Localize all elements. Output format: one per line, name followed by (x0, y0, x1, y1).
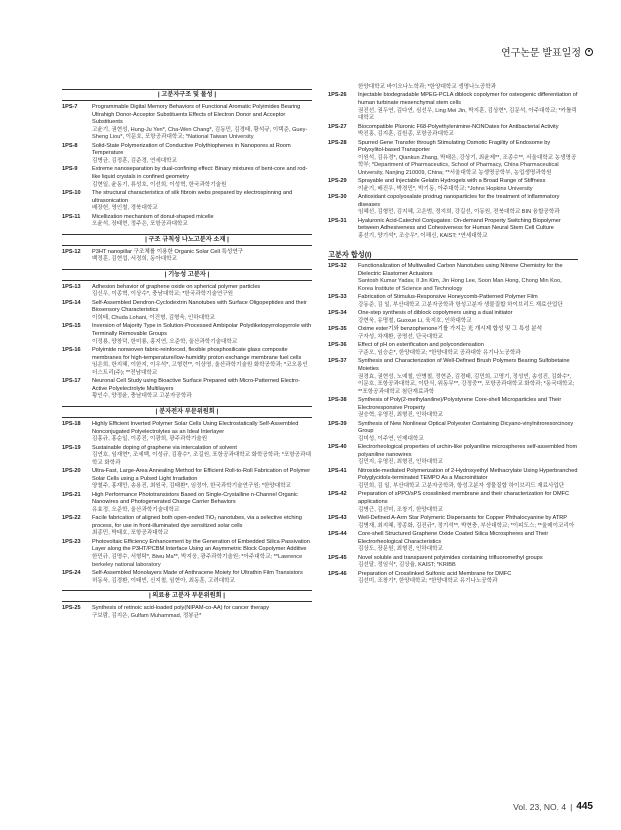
entry-body (358, 342, 578, 357)
section-title-synthesis: 고분자 합성(I) (328, 251, 578, 261)
entry-title: Inversion of Majority Type in Solution-Processed Ambipolar Polydiketopyrrolopyrrole with Terminally Removable Groups (92, 323, 312, 338)
entry-body (92, 249, 312, 264)
entry-body (358, 92, 578, 122)
entry-authors: 이윤기, 배진우, 박경민*, 박기동, 아주대학교; *Johns Hopkins University (358, 185, 533, 192)
entry-code: 1PS-14 (62, 299, 81, 306)
entry-title: One-step synthesis of diblock copolymers using a dual initiator (358, 310, 513, 317)
entry-code: 1PS-42 (328, 491, 347, 498)
entry-row (62, 214, 312, 229)
section-heading: | 기능성 고분자 | (62, 269, 312, 281)
entry-row (328, 491, 578, 514)
entry-row (328, 310, 578, 325)
entry-code: 1PS-7 (62, 104, 78, 110)
entry-code: 1PS-21 (62, 491, 81, 498)
entry-authors: 이원석, 김유경*, Qiankun Zhang, 박태은, 강상기, 최윤제**, 조종수**, 서울대학교 농생명공학부; *Department of Pharmaceutics, School of Pharmacy, China Pharmaceutical University, Nanjing 210009, China; **서울대학교 농생명공학부, 농업생명과학원 (358, 154, 577, 176)
entry-row (62, 190, 312, 213)
entry-row (328, 531, 578, 554)
entry-authors: 유효정, 오준학, 울산과학기술대학교 (92, 506, 180, 513)
entry-authors: 김연호, 임재현*, 조세백, 이성규, 김광수*, 조길원, 포항공과대학교 화학공학과; *포항공과대학교 화학과 (92, 452, 311, 466)
entry-row (328, 84, 578, 92)
section-heading: | 고분자구조 및 물성 | (62, 89, 312, 101)
entry-row (328, 140, 578, 178)
left-column (62, 84, 312, 621)
entry-code: 1PS-16 (62, 347, 81, 354)
entry-code: 1PS-36 (328, 342, 347, 349)
entry-title: Programmable Digital Memory Behaviors of Functional Aromatic Polyimides Bearing Ultrahigh Donor-Acceptor Substituents Effects of Electron Donor and Acceptor Substituents (92, 104, 301, 126)
entry-authors: 양철주, 홍재민, 송용진, 최원국, 김태환*, 임정아, 한국과학기술연구원; *한양대학교 (92, 483, 292, 490)
entry-title: Novel soluble and transparent polyimides containing trifluoromethyl groups (358, 554, 543, 561)
entry-authors: 강동준, 김 일, 부산대학교 고분자공학과 항성고분자 생물질합 하이브리드 재료산업단 (358, 302, 563, 309)
entry-authors: 오윤석, 장태현, 정주은, 포항공과대학교 (92, 221, 188, 228)
entry-body (92, 605, 312, 620)
entry-row (328, 178, 578, 193)
entry-row (328, 218, 578, 241)
entry-row (62, 166, 312, 189)
entry-title: Extreme nanoseparation by dual-confining effect: Binary mixtures of bent-core and rod-like liquid crystals in confined geometry (92, 166, 308, 180)
entry-authors: 김병근, 김선미, 조창기, 한양대학교 (358, 506, 443, 513)
entry-body (358, 571, 578, 586)
section-heading: | 구조 규칙성 나노고분자 소재 | (62, 234, 312, 246)
entry-body (92, 378, 312, 401)
entry-body (358, 140, 578, 178)
entry-authors: 권진선, 권두연, 김다연, 심선우, Ling Mei Jin, 박지훈, 김상현*, 김문석, 아주대학교; *카톨릭대학교 (358, 107, 577, 122)
entry-title: Self-Assembled Dendron-Cyclodextrin Nanotubes with Surface Oligopeptides and their Biosensory Characteristics (92, 299, 307, 314)
entry-body (358, 444, 578, 467)
entry-authors: 이희태, Chuda Lohani, 이건형, 김형욱, 인하대학교 (92, 315, 215, 322)
entry-title: Micellization mechanism of donut-shaped micelle (92, 213, 214, 220)
entry-title: Ultra-Fast, Large-Area Annealing Method for Efficient Roll-to-Roll Fabrication of Polymer Solar Cells using a Pulsed Light Irradiation (92, 468, 311, 482)
entry-code: 1PS-22 (62, 515, 81, 522)
entry-body (358, 421, 578, 444)
entry-title: Electrorheological properties of urchin-like polyaniline microspheres self-assembled from polyaniline nanowires (358, 444, 578, 458)
entry-code: 1PS-35 (328, 326, 347, 333)
right-column (328, 84, 578, 587)
entry-title: Antioxidant copolyoxalate prodrug nanoparticles for the treatment of inflammatory diseases (358, 194, 560, 208)
entry-body (358, 263, 578, 293)
entry-authors: 김민지, 유영진, 최형진, 인하대학교 (358, 459, 443, 466)
entry-body (92, 190, 312, 213)
entry-code: 1PS-45 (328, 554, 347, 561)
entry-title: Preparation of Crosslinked Sulfonic acid Membrane for DMFC (358, 570, 512, 577)
entry-body (92, 323, 312, 346)
entry-code: 1PS-10 (62, 189, 81, 196)
entry-title: Fabrication of Stimulus-Responsive Honeycomb-Patterned Polymer Film (358, 294, 538, 301)
entry-code: 1PS-44 (328, 531, 347, 537)
entry-row (62, 445, 312, 468)
entry-code: 1PS-34 (328, 310, 347, 317)
entry-row (328, 342, 578, 357)
entry-row (328, 397, 578, 420)
entry-row (62, 347, 312, 377)
entry-body (358, 218, 578, 241)
entry-body (92, 515, 312, 538)
entry-body (92, 166, 312, 189)
entry-body (92, 300, 312, 323)
entry-code: 1PS-8 (62, 142, 78, 149)
entry-body (92, 284, 312, 299)
entry-row (328, 194, 578, 217)
entry-title: Highly Efficient Inverted Polymer Solar Cells Using Electrostatically Self-Assembled Nonconjugated Polyelectrolytes as an Ideal Interlayer (92, 420, 299, 435)
header-title: 연구논문 발표일정 (500, 48, 581, 59)
entry-code (328, 84, 358, 92)
entry-body (358, 294, 578, 309)
entry-authors: 박진홍, 김지훈, 김원종, 포항공과대학교 (358, 131, 454, 138)
entry-authors: 권승혁, 유영진, 최형진, 인하대학교 (358, 412, 443, 419)
entry-authors: 백정훈, 김현섭, 서정희, 동아대학교 (92, 256, 177, 263)
entry-row (62, 492, 312, 515)
entry-authors: 구자성, 차재환, 공명선, 단국대학교 (358, 333, 443, 340)
entry-authors: 배장헌, 영인철, 경북대학교 (92, 205, 158, 212)
entry-row (328, 326, 578, 341)
entry-row (328, 263, 578, 293)
entry-code: 1PS-30 (328, 194, 347, 201)
entry-row (62, 284, 312, 299)
entry-authors: 한양대학교 바이오나노학과; *한양대학교 생명나노공학과 (358, 84, 497, 90)
entry-title: Biocompatible Pluronic F68-Polyethylenimine-NONOates for Antibacterial Activity (358, 123, 559, 130)
entry-code: 1PS-41 (328, 467, 347, 474)
entry-row (328, 358, 578, 396)
entry-code: 1PS-43 (328, 515, 347, 522)
entry-title: Synthesis of New Nonlinear Optical Polyester Containing Dicyano-vinylnitroresorcinoxy Group (358, 420, 574, 435)
entry-authors: 김민희, 김 일, 부산대학교 고분자공학과, 항성고분자 생물질합 하이브리드 재료사업단 (358, 483, 565, 490)
entry-authors: 김홍규, 홍순일, 이종진, 이광희, 광주과학기술원 (92, 436, 208, 443)
entry-row (62, 143, 312, 166)
entry-row (62, 468, 312, 491)
entry-title: Well-Defined A-Arm Star Polymeric Dispersants for Copper Phthalocyanine by ATRP (358, 515, 568, 522)
entry-title: P3HT nanopillar 구조체를 이용한 Organic Solar Cell 특성연구 (92, 248, 244, 255)
entry-authors: 한민규, 김명수, 서형탁*, Biwu Ma**, 박지웅, 광주과학기술원; *아주대학교; **Lawrence berkeley national laboratory (92, 554, 303, 568)
entry-body (358, 397, 578, 420)
entry-code: 1PS-27 (328, 123, 347, 130)
entry-code: 1PS-32 (328, 263, 347, 270)
entry-title: Spurred Gene Transfer through Stimulating Osmotic Fragility of Endosome by Polyxylitol-based Transporter (358, 139, 551, 154)
entry-body (92, 445, 312, 468)
entry-row (328, 124, 578, 139)
entry-body (358, 531, 578, 554)
entry-title: Neuronal Cell Study using Bioactive Surface Prepared with Micro-Patterned Electro-Active Polyelectrolyte Multilayers (92, 378, 300, 392)
entry-body (92, 570, 312, 585)
entry-body (358, 491, 578, 514)
entry-row (62, 378, 312, 401)
entry-code: 1PS-19 (62, 444, 81, 451)
entry-code: 1PS-29 (328, 178, 347, 185)
entry-title: Solid-State Polymerization of Conductive Polythiophenes in Nanopores at Room Temperature (92, 142, 291, 157)
entry-body (92, 104, 312, 142)
entry-authors: 구준오, 임승순*, 한양대학교; *한양대학교 공과대학 유기나노공학과 (358, 349, 521, 356)
circle-bullet-icon (585, 48, 593, 56)
entry-authors: 임은희, 한지혜, 이한지, 이우석*, 고형련**, 이상영, 울산과학기술원 화학공학과; *코오롱인더스트리(주); **전남대학교 (92, 362, 308, 376)
entry-title: Functionalization of Multiwalled Carbon Nanotubes using Nitrene Chemistry for the Dielectric Elastomer Actuators (358, 263, 563, 277)
entry-code: 1PS-11 (62, 213, 81, 220)
page-number: 445 (576, 801, 593, 812)
entry-body (358, 310, 578, 325)
entry-authors: 강현욱, 유명철, Guoxue Li, 육지호, 인하대학교 (358, 318, 472, 324)
entry-body (358, 178, 578, 193)
entry-body (358, 358, 578, 396)
entry-body (358, 515, 578, 530)
entry-title: Synthesis and Characterization of Well-Defined Brush Polymers Bearing Sulfobetaine Moieties (358, 358, 570, 372)
entry-body (92, 492, 312, 515)
entry-body (358, 326, 578, 341)
entry-code: 1PS-33 (328, 294, 347, 301)
entry-authors: 김병균, 김정훈, 김준경, 연세대학교 (92, 157, 177, 164)
entry-row (62, 570, 312, 585)
entry-code: 1PS-17 (62, 378, 81, 385)
entry-authors: 임혜선, 김형민, 김지혜, 고은범, 정지희, 강길선, 이동원, 전북대학교 BIN 융합공학과 (358, 209, 560, 216)
entry-row (328, 444, 578, 467)
entry-authors: Santosh Kumar Yadav, Il Jin Kim, Jin Hong Lee, Soon Man Hong, Chong Min Koo, Korea Institute of Science and Technology (358, 278, 562, 293)
entry-title: Injectable biodegradable MPEG-PCLA diblock copolymer for osteogenic differentiation of human turbinate mesenchymal stem cells (358, 92, 578, 106)
entry-row (62, 323, 312, 346)
entry-body (92, 421, 312, 444)
entry-row (62, 515, 312, 538)
entry-authors: 고윤기, 권현성, Hung-Ju Yen*, Cha-Wen Chang*, 김동민, 김경태, 황석규, 이택준, Guey-Sheng Liou*, 이문호, 포항공과대학교; *National Taiwan University (92, 126, 308, 141)
entry-code: 1PS-26 (328, 92, 347, 99)
entry-row (62, 539, 312, 569)
entry-row (62, 249, 312, 264)
entry-title: Synthesis of Poly(2-methylaniline)/Polystyrene Core-shell Microparticles and Their Electroresponsive Property (358, 397, 562, 411)
entry-title: Facile fabrication of aligned both open-ended TiO₂ nanotubes, via a selective etching process, for use in front-illuminated dye sensitized solar cells (92, 515, 302, 529)
entry-code: 1PS-31 (328, 217, 347, 224)
entry-row (328, 92, 578, 122)
entry-code: 1PS-23 (62, 538, 81, 545)
volume-label: Vol. 23, NO. 4 (513, 801, 567, 812)
entry-authors: 이정룡, 양창덕, 한미룡, 홍지연, 오준학, 울산과학기술대학교 (92, 338, 238, 345)
entry-authors: 김현일, 윤동기, 류성호, 이선희, 이성혁, 한국과학기술원 (92, 181, 227, 188)
entry-title: Effect of pH on esterification and polycondensation (358, 342, 484, 349)
entry-code: 1PS-25 (62, 605, 81, 612)
entry-title: Nitroxide-mediated Polymerization of 2-Hydroxyethyl Methacrylate Using Hyperbranched Polyglycidols-terminated TEMPO As a Macroinitiator (358, 467, 578, 482)
entry-code: 1PS-38 (328, 397, 347, 404)
entry-body (358, 468, 578, 491)
entry-title: High Performance Phototransistors Based on Single-Crystalline n-Channel Organic Nanowires and Photogenerated Charge Carrier Behaviors (92, 491, 298, 506)
entry-row (328, 555, 578, 570)
entry-authors: 구보람, 김지은, Gulfam Muhammad, 정봉균* (92, 612, 202, 619)
page-divider: | (570, 801, 573, 812)
entry-title: Polyimide nonwoven fabric-reinforced, flexible phosphosilicate glass composite membranes for high-temperature/low-humidity proton exchange membrane fuel cells (92, 347, 302, 361)
entry-title: The structural characteristics of silk fibroin webs prepared by electrospinning and ultrasonication (92, 189, 293, 204)
entry-row (328, 421, 578, 444)
page-header (501, 44, 593, 59)
entry-authors: 김상도, 장문원, 최형진, 인하대학교 (358, 546, 443, 553)
entry-code: 1PS-39 (328, 420, 347, 427)
entry-code: 1PS-20 (62, 468, 81, 475)
entry-code: 1PS-28 (328, 139, 347, 146)
entry-title: Sprayable and Injectable Gelatin Hydrogels with a Broad Range of Stiffness (358, 178, 546, 185)
entry-authors: 김신우, 이종혁, 이상수*, 충남대학교; *한국과학기술연구원 (92, 291, 234, 298)
entry-row (328, 468, 578, 491)
page-footer (513, 801, 593, 812)
entry-code: 1PS-46 (328, 570, 347, 577)
entry-code: 1PS-13 (62, 283, 81, 290)
entry-title: Core-shell Structured Graphene Oxide Coated Silica Microspheres and Their Electrorheological Characteristics (358, 531, 549, 545)
section-heading: | 분자전자 부문위원회 | (62, 406, 312, 418)
entry-body (92, 214, 312, 229)
entry-code: 1PS-12 (62, 248, 81, 255)
entry-title: Photovoltaic Efficiency Enhancement by the Generation of Embedded Silica Passivation Layer along the P3HT/PCBM Interface Using an Asymmetric Block Copolymer Additive (92, 538, 310, 553)
entry-title: Preparation of sPPO/sPS crosslinked membrane and their characterization for DMFC applications (358, 491, 570, 506)
entry-body (92, 468, 312, 491)
entry-code: 1PS-40 (328, 444, 347, 451)
entry-row (62, 104, 312, 142)
entry-row (62, 605, 312, 620)
entry-body (358, 84, 578, 92)
entry-title: Synthesis of retinoic acid-loaded poly(NIPAM-co-AA) for cancer therapy (92, 605, 270, 612)
entry-body (92, 539, 312, 569)
entry-authors: 김선미, 조창기*, 한양대학교; *한양대학교 유기나노공학과 (358, 578, 498, 585)
entry-authors: 권경효, 권현성, 노예철, 안병철, 정현준, 김경태, 김민희, 고명기, 정성빈, 송성진, 김화수*, 이문호, 포항공과대학교, 이탄식, 위동무**, 강정중**, 포항공과대학교 화학과; *동국대학교; **포항공과대학교 첨단재료과학 (358, 373, 575, 395)
entry-code: 1PS-18 (62, 420, 81, 427)
entry-row (62, 300, 312, 323)
entry-row (328, 515, 578, 530)
entry-code: 1PS-9 (62, 166, 78, 173)
section-heading: | 의료용 고분자 부문위원회 | (62, 590, 312, 602)
entry-code: 1PS-15 (62, 323, 81, 330)
entry-authors: 허동욱, 김경환, 이태빈, 신지철, 임현아, 최동훈, 고려대학교 (92, 577, 235, 584)
entry-title: Hyaluronic Acid-Catechol Conjugates: On-demand Property Switching Biopolymer between Adhesiveness and Cohesiveness for Human Neural Stem Cell Culture (358, 217, 561, 232)
entry-row (62, 421, 312, 444)
entry-authors: 황인수, 양정윤, 충남대학교 고분자공학과 (92, 393, 192, 400)
entry-body (358, 124, 578, 139)
entry-body (92, 347, 312, 377)
entry-row (328, 294, 578, 309)
entry-title: Self-Assembled Monolayers Made of Anthracene Moiety for Ultrathin Film Transistors (92, 570, 303, 577)
entry-title: Sustainable doping of graphene via intercalation of solvent (92, 444, 237, 451)
entry-body (92, 143, 312, 166)
entry-title: Oxime ester기와 benzophenone기를 가지는 光 개시제 합성 및 그 특성 분석 (358, 326, 543, 333)
entry-body (358, 194, 578, 217)
entry-body (358, 555, 578, 570)
entry-title: Adhesion behavior of graphene oxide on spherical polymer particles (92, 283, 261, 290)
entry-authors: 김미성, 이주연, 인제대학교 (358, 435, 424, 442)
entry-authors: 김병재, 최지혜, 정종화, 김진규*, 정기석**, 박현충, 부산대학교; *이피도스; **울메이코리아 (358, 522, 575, 529)
entry-code: 1PS-37 (328, 358, 347, 365)
entry-code: 1PS-24 (62, 570, 81, 577)
entry-authors: 홍선기, 양기석*, 조승우*, 이해신, KAIST; *연세대학교 (358, 233, 488, 240)
entry-row (328, 571, 578, 586)
entry-authors: 김선달, 정임식*, 김상율, KAIST; *KRIBB (358, 562, 456, 569)
entry-authors: 최종민, 박태호, 포항공과대학교 (92, 530, 169, 537)
